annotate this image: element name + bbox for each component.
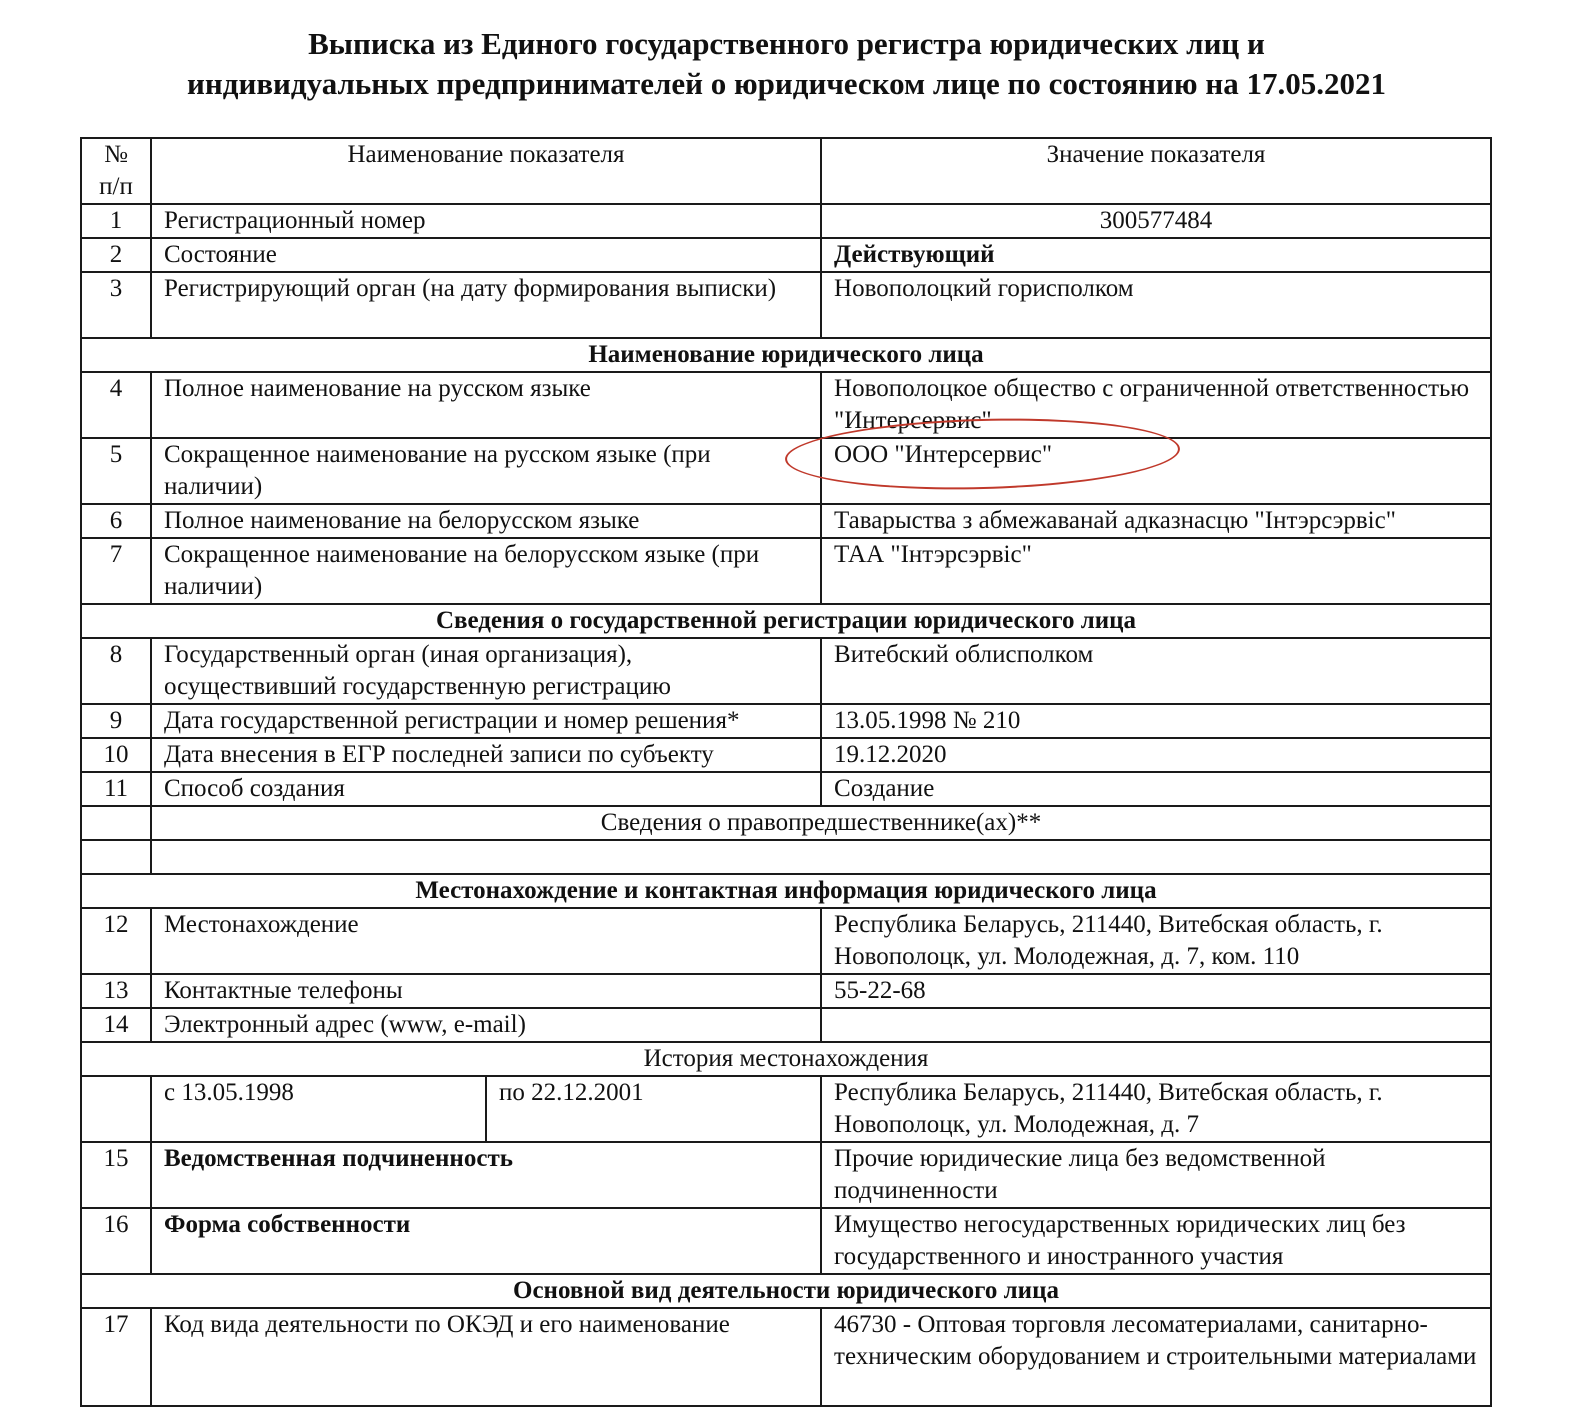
row-name: Контактные телефоны [151, 974, 821, 1008]
history-from: с 13.05.1998 [151, 1076, 486, 1142]
table-row [81, 738, 1491, 772]
row-value: Имущество негосударственных юридических лиц без государственного и иностранного участия [821, 1208, 1491, 1274]
header-num: № п/п [81, 138, 151, 204]
status-value: Действующий [821, 238, 1491, 272]
row-name: Сокращенное наименование на белорусском языке (при наличии) [151, 538, 821, 604]
table-row [81, 1142, 1491, 1208]
phone-value: 55-22-68 [821, 974, 1491, 1008]
row-num: 14 [81, 1008, 151, 1042]
empty-row [81, 840, 1491, 874]
header-value: Значение показателя [821, 138, 1491, 204]
section-row [81, 338, 1491, 372]
history-address: Республика Беларусь, 211440, Витебская область, г. Новополоцк, ул. Молодежная, д. 7 [821, 1076, 1491, 1142]
row-name: Регистрационный номер [151, 204, 821, 238]
table-row [81, 504, 1491, 538]
table-row [81, 1008, 1491, 1042]
row-value: Прочие юридические лица без ведомственной подчиненности [821, 1142, 1491, 1208]
table-row [81, 638, 1491, 704]
row-name: Код вида деятельности по ОКЭД и его наименование [151, 1308, 821, 1406]
row-name: Способ создания [151, 772, 821, 806]
row-name: Форма собственности [151, 1208, 821, 1274]
row-num: 9 [81, 704, 151, 738]
empty-cell [81, 840, 151, 874]
row-name: Дата государственной регистрации и номер решения* [151, 704, 821, 738]
title-line-1: Выписка из Единого государственного регистра юридических лиц и [308, 26, 1265, 61]
row-num: 12 [81, 908, 151, 974]
registration-number: 300577484 [821, 204, 1491, 238]
registry-table [80, 137, 1492, 1407]
row-value: Новополоцкое общество с ограниченной ответственностью "Интерсервис" [821, 372, 1491, 438]
row-num: 17 [81, 1308, 151, 1406]
row-num: 1 [81, 204, 151, 238]
row-num: 5 [81, 438, 151, 504]
table-row [81, 538, 1491, 604]
row-value: Новополоцкий горисполком [821, 272, 1491, 338]
row-num: 16 [81, 1208, 151, 1274]
table-row [81, 1308, 1491, 1406]
history-to: по 22.12.2001 [486, 1076, 821, 1142]
subsection-title: Сведения о правопредшественнике(ах)** [151, 806, 1491, 840]
table-row [81, 204, 1491, 238]
table-header-row [81, 138, 1491, 204]
subsection-title: История местонахождения [81, 1042, 1491, 1076]
row-num: 6 [81, 504, 151, 538]
row-value: Витебский облисполком [821, 638, 1491, 704]
row-value: Таварыства з абмежаванай адказнасцю "Інтэрсэрвіс" [821, 504, 1491, 538]
section-row [81, 604, 1491, 638]
table-row [81, 704, 1491, 738]
row-name: Ведомственная подчиненность [151, 1142, 821, 1208]
table-row [81, 772, 1491, 806]
row-num: 3 [81, 272, 151, 338]
section-title: Наименование юридического лица [81, 338, 1491, 372]
table-row [81, 272, 1491, 338]
row-num: 2 [81, 238, 151, 272]
subsection-row [81, 806, 1491, 840]
row-value: Создание [821, 772, 1491, 806]
activity-value: 46730 - Оптовая торговля лесоматериалами, санитарно-техническим оборудованием и строительными материалами [821, 1308, 1491, 1406]
table-row [81, 238, 1491, 272]
document-title [0, 24, 1573, 104]
row-num: 8 [81, 638, 151, 704]
short-name-value: ООО "Интерсервис" [821, 438, 1491, 504]
row-value: 13.05.1998 № 210 [821, 704, 1491, 738]
table-row [81, 974, 1491, 1008]
header-name: Наименование показателя [151, 138, 821, 204]
row-name: Полное наименование на русском языке [151, 372, 821, 438]
table-row [81, 908, 1491, 974]
row-name: Сокращенное наименование на русском языке (при наличии) [151, 438, 821, 504]
row-num: 13 [81, 974, 151, 1008]
subsection-row [81, 1042, 1491, 1076]
row-num: 10 [81, 738, 151, 772]
email-value [821, 1008, 1491, 1042]
table-row [81, 372, 1491, 438]
address-value: Республика Беларусь, 211440, Витебская область, г. Новополоцк, ул. Молодежная, д. 7, ком. 110 [821, 908, 1491, 974]
empty-cell [151, 840, 1491, 874]
empty-cell [81, 806, 151, 840]
row-num: 15 [81, 1142, 151, 1208]
row-name: Состояние [151, 238, 821, 272]
row-num: 4 [81, 372, 151, 438]
section-row [81, 874, 1491, 908]
row-name: Полное наименование на белорусском языке [151, 504, 821, 538]
table-row [81, 438, 1491, 504]
section-title: Основной вид деятельности юридического лица [81, 1274, 1491, 1308]
title-line-2: индивидуальных предпринимателей о юридическом лице по состоянию на 17.05.2021 [187, 66, 1386, 101]
row-num: 7 [81, 538, 151, 604]
section-title: Местонахождение и контактная информация юридического лица [81, 874, 1491, 908]
row-name: Электронный адрес (www, e-mail) [151, 1008, 821, 1042]
section-row [81, 1274, 1491, 1308]
row-name: Регистрирующий орган (на дату формирования выписки) [151, 272, 821, 338]
table-row [81, 1208, 1491, 1274]
row-name: Дата внесения в ЕГР последней записи по субъекту [151, 738, 821, 772]
section-title: Сведения о государственной регистрации юридического лица [81, 604, 1491, 638]
history-row [81, 1076, 1491, 1142]
empty-cell [81, 1076, 151, 1142]
row-value: ТАА "Інтэрсэрвіс" [821, 538, 1491, 604]
row-name: Государственный орган (иная организация), осуществивший государственную регистрацию [151, 638, 821, 704]
row-num: 11 [81, 772, 151, 806]
row-value: 19.12.2020 [821, 738, 1491, 772]
row-name: Местонахождение [151, 908, 821, 974]
